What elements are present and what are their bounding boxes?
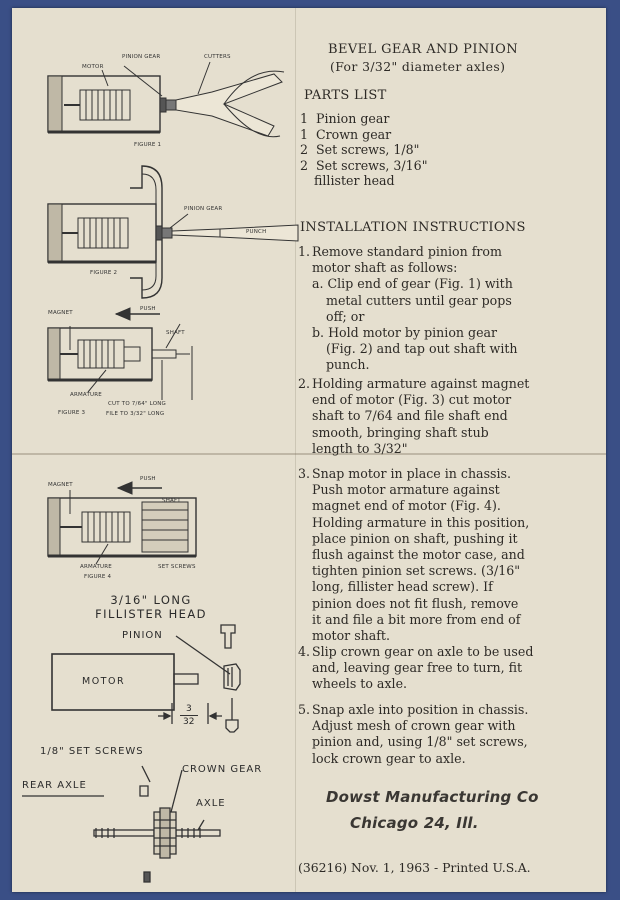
figure-4-drawing	[48, 482, 196, 564]
rearaxle-label: REAR AXLE	[22, 780, 87, 791]
parts-list-heading: PARTS LIST	[304, 88, 387, 103]
fig2-caption: FIGURE 2	[90, 270, 118, 276]
fig4-setscrews-label: SET SCREWS	[158, 564, 196, 570]
dimension-numerator: 3	[186, 704, 192, 714]
step-5: 5. Snap axle into position in chassis. Adjust mesh of crown gear with pinion and, using 1/8" set screws, lock crown gear to axle.	[298, 702, 529, 766]
fig3-cut-label: CUT TO 7/64" LONG	[108, 401, 167, 407]
setscrews-label: 1/8" SET SCREWS	[40, 746, 144, 757]
step-3: 3. Snap motor in place in chassis. Push motor armature against magnet end of motor (Fig. 4). Holding armature in this position, place pinion on shaft, pushing it flush against the motor case, and tighten pinion set screws. (3/16" long, fillister head screw). If pinion does not fit flush, remove it and file a bit more from end of motor shaft.	[298, 466, 530, 644]
motor-label: MOTOR	[82, 676, 126, 687]
axle-label: AXLE	[196, 798, 226, 809]
company-city: Chicago 24, Ill.	[350, 814, 479, 832]
pinion-label: PINION	[122, 630, 163, 641]
fig3-push-label: PUSH	[140, 306, 156, 312]
fig4-magnet-label: MAGNET	[48, 482, 73, 488]
fig1-pinion-label: PINION GEAR	[122, 54, 161, 60]
figure-3-drawing	[48, 308, 192, 400]
step-2: 2. Holding armature against magnet end of motor (Fig. 3) cut motor shaft to 7/64 and file shaft end smooth, bringing shaft stub length to 3/32"	[298, 376, 530, 456]
installation-heading: INSTALLATION INSTRUCTIONS	[300, 220, 526, 235]
crowngear-label: CROWN GEAR	[182, 764, 263, 775]
parts-list	[300, 111, 600, 189]
fig3-magnet-label: MAGNET	[48, 310, 73, 316]
fig4-push-label: PUSH	[140, 476, 156, 482]
fig4-armature-label: ARMATURE	[80, 564, 112, 570]
instruction-sheet	[12, 8, 606, 892]
fig3-caption: FIGURE 3	[58, 410, 86, 416]
figure-1-drawing	[48, 62, 284, 137]
company-name: Dowst Manufacturing Co	[326, 788, 539, 806]
fig4-shaft-label: SHAFT	[162, 498, 181, 504]
parts-list-item: 1 Crown gear	[300, 126, 392, 142]
fig4-caption: FIGURE 4	[84, 574, 112, 580]
dimension-fraction-bar	[180, 715, 198, 716]
print-footer: (36216) Nov. 1, 1963 - Printed U.S.A.	[298, 860, 531, 875]
parts-list-item: 1 Pinion gear	[300, 111, 390, 126]
fillister-title	[78, 593, 224, 621]
fig2-pinion-label: PINION GEAR	[184, 206, 223, 212]
fig1-cutters-label: CUTTERS	[204, 54, 231, 60]
dimension-denominator: 32	[183, 717, 195, 727]
parts-list-item: 2 Set screws, 1/8"	[300, 142, 420, 157]
fig3-armature-label: ARMATURE	[70, 392, 102, 398]
fig1-caption: FIGURE 1	[134, 142, 162, 148]
fillister-line1: 3/16" LONG	[110, 593, 192, 607]
parts-list-item-extra: fillister head	[314, 173, 395, 188]
step-4: 4. Slip crown gear on axle to be used and, leaving gear free to turn, fit wheels to axle.	[298, 644, 534, 692]
fig2-punch-label: PUNCH	[246, 229, 267, 235]
fig1-motor-label: MOTOR	[82, 64, 104, 70]
title-line-2: (For 3/32" diameter axles)	[330, 59, 506, 74]
parts-list-item: 2 Set screws, 3/16"	[300, 157, 428, 173]
fillister-line2: FILLISTER HEAD	[95, 607, 207, 621]
fig3-file-label: FILE TO 3/32" LONG	[106, 411, 165, 417]
step-1: 1. Remove standard pinion from motor shaft as follows: a. Clip end of gear (Fig. 1) with metal cutters until gear pops off; or b. Hold motor by pinion gear (Fig. 2) and tap out shaft with punch.	[298, 244, 518, 373]
fig3-shaft-label: SHAFT	[166, 330, 185, 336]
fillister-diagram	[52, 625, 240, 732]
title-line-1: BEVEL GEAR AND PINION	[328, 42, 519, 57]
